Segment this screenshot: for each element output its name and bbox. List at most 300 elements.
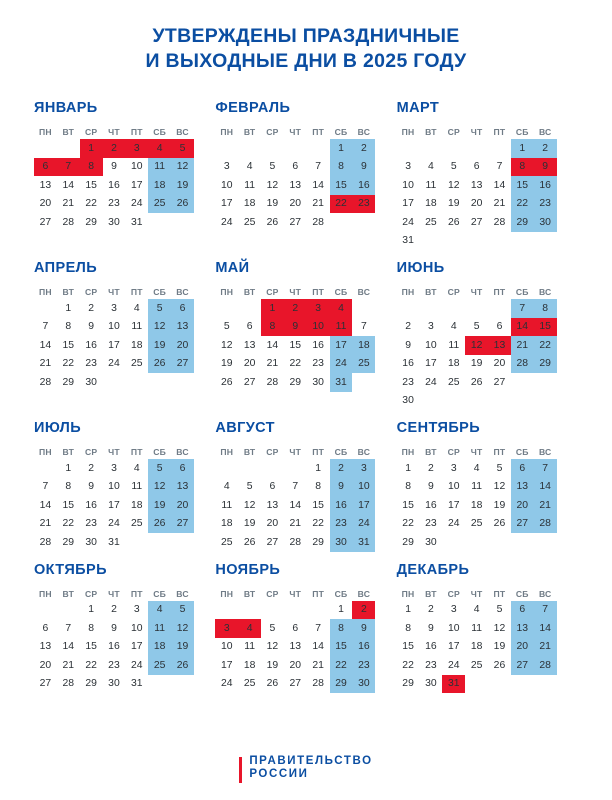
day-cell[interactable]: 30 xyxy=(108,216,120,228)
day-cell[interactable]: 21 xyxy=(62,659,75,671)
day-cell[interactable]: 4 xyxy=(148,139,171,158)
day-cell[interactable]: 20 xyxy=(511,496,534,515)
day-cell[interactable]: 8 xyxy=(261,318,284,337)
day-cell[interactable]: 12 xyxy=(447,179,460,191)
day-cell[interactable]: 10 xyxy=(352,478,375,497)
day-cell[interactable]: 6 xyxy=(292,161,299,173)
day-cell[interactable]: 16 xyxy=(402,358,414,370)
day-cell[interactable]: 15 xyxy=(402,499,414,511)
day-cell[interactable]: 21 xyxy=(62,198,75,210)
day-cell[interactable]: 14 xyxy=(39,339,52,351)
day-cell[interactable]: 12 xyxy=(220,339,233,351)
day-cell[interactable]: 20 xyxy=(511,638,534,657)
day-cell[interactable]: 13 xyxy=(39,179,52,191)
day-cell[interactable]: 9 xyxy=(534,158,557,177)
day-cell[interactable]: 2 xyxy=(88,302,94,314)
day-cell[interactable]: 12 xyxy=(148,318,171,337)
day-cell[interactable]: 8 xyxy=(534,299,557,318)
day-cell[interactable]: 2 xyxy=(103,139,126,158)
day-cell[interactable]: 19 xyxy=(171,176,194,195)
day-cell[interactable]: 9 xyxy=(428,481,434,493)
day-cell[interactable]: 31 xyxy=(330,373,353,392)
day-cell[interactable]: 24 xyxy=(108,358,120,370)
day-cell[interactable]: 15 xyxy=(330,638,353,657)
day-cell[interactable]: 1 xyxy=(405,604,411,616)
day-cell[interactable]: 2 xyxy=(352,601,375,620)
day-cell[interactable]: 21 xyxy=(39,358,52,370)
day-cell[interactable]: 24 xyxy=(220,216,233,228)
day-cell[interactable]: 2 xyxy=(330,459,353,478)
day-cell[interactable]: 25 xyxy=(470,659,483,671)
day-cell[interactable]: 21 xyxy=(493,198,506,210)
day-cell[interactable]: 4 xyxy=(223,481,230,493)
day-cell[interactable]: 14 xyxy=(534,478,557,497)
day-cell[interactable]: 22 xyxy=(85,198,97,210)
day-cell[interactable]: 11 xyxy=(244,179,255,191)
day-cell[interactable]: 23 xyxy=(534,195,557,214)
day-cell[interactable]: 9 xyxy=(111,622,117,634)
day-cell[interactable]: 18 xyxy=(425,198,437,210)
day-cell[interactable]: 20 xyxy=(289,198,302,210)
day-cell[interactable]: 17 xyxy=(131,641,143,653)
day-cell[interactable]: 28 xyxy=(62,678,75,690)
day-cell[interactable]: 5 xyxy=(148,459,171,478)
day-cell[interactable]: 14 xyxy=(493,179,506,191)
day-cell[interactable]: 16 xyxy=(85,499,97,511)
day-cell[interactable]: 15 xyxy=(534,318,557,337)
day-cell[interactable]: 22 xyxy=(312,518,324,530)
day-cell[interactable]: 30 xyxy=(85,536,97,548)
day-cell[interactable]: 8 xyxy=(405,481,411,493)
day-cell[interactable]: 20 xyxy=(493,358,506,370)
day-cell[interactable]: 6 xyxy=(292,622,299,634)
day-cell[interactable]: 19 xyxy=(171,638,194,657)
day-cell[interactable]: 4 xyxy=(148,601,171,620)
day-cell[interactable]: 16 xyxy=(312,339,324,351)
day-cell[interactable]: 27 xyxy=(511,515,534,534)
day-cell[interactable]: 26 xyxy=(220,376,233,388)
day-cell[interactable]: 27 xyxy=(39,678,52,690)
day-cell[interactable]: 13 xyxy=(511,619,534,638)
day-cell[interactable]: 17 xyxy=(108,499,120,511)
day-cell[interactable]: 28 xyxy=(534,515,557,534)
day-cell[interactable]: 17 xyxy=(425,358,437,370)
day-cell[interactable]: 3 xyxy=(352,459,375,478)
day-cell[interactable]: 6 xyxy=(496,321,503,333)
day-cell[interactable]: 3 xyxy=(450,604,457,616)
day-cell[interactable]: 10 xyxy=(220,641,233,653)
day-cell[interactable]: 21 xyxy=(39,518,52,530)
day-cell[interactable]: 5 xyxy=(171,139,194,158)
day-cell[interactable]: 7 xyxy=(534,601,557,620)
day-cell[interactable]: 4 xyxy=(428,161,434,173)
day-cell[interactable]: 24 xyxy=(425,376,437,388)
day-cell[interactable]: 28 xyxy=(534,656,557,675)
day-cell[interactable]: 9 xyxy=(88,481,94,493)
day-cell[interactable]: 5 xyxy=(496,604,503,616)
day-cell[interactable]: 23 xyxy=(352,195,375,214)
day-cell[interactable]: 17 xyxy=(447,641,460,653)
day-cell[interactable]: 3 xyxy=(111,302,117,314)
day-cell[interactable]: 18 xyxy=(220,518,233,530)
day-cell[interactable]: 15 xyxy=(511,176,534,195)
day-cell[interactable]: 11 xyxy=(425,179,437,191)
day-cell[interactable]: 2 xyxy=(428,604,434,616)
day-cell[interactable]: 1 xyxy=(405,462,411,474)
day-cell[interactable]: 16 xyxy=(108,179,120,191)
day-cell[interactable]: 4 xyxy=(133,462,140,474)
day-cell[interactable]: 9 xyxy=(405,339,411,351)
day-cell[interactable]: 17 xyxy=(352,496,375,515)
day-cell[interactable]: 27 xyxy=(171,515,194,534)
day-cell[interactable]: 28 xyxy=(266,376,279,388)
day-cell[interactable]: 19 xyxy=(266,198,279,210)
day-cell[interactable]: 9 xyxy=(330,478,353,497)
day-cell[interactable]: 1 xyxy=(511,139,534,158)
day-cell[interactable]: 11 xyxy=(131,481,143,493)
day-cell[interactable]: 22 xyxy=(330,195,353,214)
day-cell[interactable]: 23 xyxy=(425,518,437,530)
day-cell[interactable]: 22 xyxy=(330,656,353,675)
day-cell[interactable]: 26 xyxy=(266,678,279,690)
day-cell[interactable]: 2 xyxy=(88,462,94,474)
day-cell[interactable]: 3 xyxy=(405,161,411,173)
day-cell[interactable]: 2 xyxy=(284,299,307,318)
day-cell[interactable]: 25 xyxy=(220,536,233,548)
day-cell[interactable]: 1 xyxy=(65,302,72,314)
day-cell[interactable]: 18 xyxy=(352,336,375,355)
day-cell[interactable]: 23 xyxy=(312,358,324,370)
day-cell[interactable]: 4 xyxy=(238,619,261,638)
day-cell[interactable]: 31 xyxy=(131,216,143,228)
day-cell[interactable]: 14 xyxy=(534,619,557,638)
day-cell[interactable]: 28 xyxy=(289,536,302,548)
day-cell[interactable]: 29 xyxy=(85,216,97,228)
day-cell[interactable]: 13 xyxy=(488,336,511,355)
day-cell[interactable]: 22 xyxy=(534,336,557,355)
day-cell[interactable]: 15 xyxy=(62,499,75,511)
day-cell[interactable]: 18 xyxy=(470,499,483,511)
day-cell[interactable]: 11 xyxy=(330,318,353,337)
day-cell[interactable]: 30 xyxy=(402,395,414,407)
day-cell[interactable]: 28 xyxy=(493,216,506,228)
day-cell[interactable]: 30 xyxy=(108,678,120,690)
day-cell[interactable]: 3 xyxy=(223,161,230,173)
day-cell[interactable]: 22 xyxy=(402,659,414,671)
day-cell[interactable]: 29 xyxy=(330,675,353,694)
day-cell[interactable]: 17 xyxy=(402,198,414,210)
day-cell[interactable]: 7 xyxy=(292,481,299,493)
day-cell[interactable]: 6 xyxy=(42,622,49,634)
day-cell[interactable]: 16 xyxy=(352,638,375,657)
day-cell[interactable]: 10 xyxy=(307,318,330,337)
day-cell[interactable]: 21 xyxy=(534,638,557,657)
day-cell[interactable]: 19 xyxy=(266,659,279,671)
day-cell[interactable]: 3 xyxy=(450,462,457,474)
day-cell[interactable]: 23 xyxy=(108,659,120,671)
day-cell[interactable]: 6 xyxy=(34,158,57,177)
day-cell[interactable]: 1 xyxy=(330,139,353,158)
day-cell[interactable]: 5 xyxy=(496,462,503,474)
day-cell[interactable]: 22 xyxy=(289,358,302,370)
day-cell[interactable]: 5 xyxy=(269,161,276,173)
day-cell[interactable]: 17 xyxy=(220,198,233,210)
day-cell[interactable]: 18 xyxy=(131,339,143,351)
day-cell[interactable]: 28 xyxy=(312,678,324,690)
day-cell[interactable]: 6 xyxy=(511,601,534,620)
day-cell[interactable]: 22 xyxy=(62,358,75,370)
day-cell[interactable]: 7 xyxy=(496,161,503,173)
day-cell[interactable]: 14 xyxy=(289,499,302,511)
day-cell[interactable]: 15 xyxy=(330,176,353,195)
day-cell[interactable]: 15 xyxy=(312,499,324,511)
day-cell[interactable]: 20 xyxy=(171,336,194,355)
day-cell[interactable]: 2 xyxy=(111,604,117,616)
day-cell[interactable]: 4 xyxy=(450,321,457,333)
day-cell[interactable]: 12 xyxy=(243,499,256,511)
day-cell[interactable]: 25 xyxy=(352,355,375,374)
day-cell[interactable]: 11 xyxy=(471,481,482,493)
day-cell[interactable]: 28 xyxy=(39,536,52,548)
day-cell[interactable]: 27 xyxy=(289,216,302,228)
day-cell[interactable]: 5 xyxy=(269,622,276,634)
day-cell[interactable]: 11 xyxy=(221,499,233,511)
day-cell[interactable]: 15 xyxy=(85,641,97,653)
day-cell[interactable]: 23 xyxy=(330,515,353,534)
day-cell[interactable]: 17 xyxy=(131,179,143,191)
day-cell[interactable]: 25 xyxy=(131,518,143,530)
day-cell[interactable]: 8 xyxy=(65,481,72,493)
day-cell[interactable]: 20 xyxy=(39,659,52,671)
day-cell[interactable]: 9 xyxy=(284,318,307,337)
day-cell[interactable]: 12 xyxy=(266,641,279,653)
day-cell[interactable]: 28 xyxy=(62,216,75,228)
day-cell[interactable]: 6 xyxy=(171,299,194,318)
day-cell[interactable]: 10 xyxy=(447,622,460,634)
day-cell[interactable]: 28 xyxy=(39,376,52,388)
day-cell[interactable]: 29 xyxy=(289,376,302,388)
day-cell[interactable]: 23 xyxy=(85,518,97,530)
day-cell[interactable]: 29 xyxy=(534,355,557,374)
day-cell[interactable]: 8 xyxy=(80,158,103,177)
day-cell[interactable]: 13 xyxy=(289,641,302,653)
day-cell[interactable]: 29 xyxy=(312,536,324,548)
day-cell[interactable]: 16 xyxy=(425,641,437,653)
day-cell[interactable]: 20 xyxy=(243,358,256,370)
day-cell[interactable]: 7 xyxy=(42,321,49,333)
day-cell[interactable]: 12 xyxy=(266,179,279,191)
day-cell[interactable]: 8 xyxy=(65,321,72,333)
day-cell[interactable]: 26 xyxy=(447,216,460,228)
day-cell[interactable]: 11 xyxy=(471,622,482,634)
day-cell[interactable]: 18 xyxy=(148,176,171,195)
day-cell[interactable]: 27 xyxy=(39,216,52,228)
day-cell[interactable]: 13 xyxy=(171,318,194,337)
day-cell[interactable]: 26 xyxy=(493,518,506,530)
day-cell[interactable]: 10 xyxy=(425,339,437,351)
day-cell[interactable]: 19 xyxy=(148,496,171,515)
day-cell[interactable]: 23 xyxy=(85,358,97,370)
day-cell[interactable]: 11 xyxy=(148,158,171,177)
day-cell[interactable]: 29 xyxy=(402,678,414,690)
day-cell[interactable]: 30 xyxy=(425,678,437,690)
day-cell[interactable]: 10 xyxy=(131,161,143,173)
day-cell[interactable]: 9 xyxy=(428,622,434,634)
day-cell[interactable]: 21 xyxy=(289,518,302,530)
day-cell[interactable]: 12 xyxy=(493,622,506,634)
day-cell[interactable]: 19 xyxy=(148,336,171,355)
day-cell[interactable]: 29 xyxy=(62,376,75,388)
day-cell[interactable]: 27 xyxy=(470,216,483,228)
day-cell[interactable]: 5 xyxy=(473,321,480,333)
day-cell[interactable]: 21 xyxy=(534,496,557,515)
day-cell[interactable]: 11 xyxy=(244,641,255,653)
day-cell[interactable]: 22 xyxy=(511,195,534,214)
day-cell[interactable]: 5 xyxy=(450,161,457,173)
day-cell[interactable]: 4 xyxy=(330,299,353,318)
day-cell[interactable]: 9 xyxy=(111,161,117,173)
day-cell[interactable]: 3 xyxy=(125,139,148,158)
day-cell[interactable]: 19 xyxy=(493,641,506,653)
day-cell[interactable]: 24 xyxy=(330,355,353,374)
day-cell[interactable]: 19 xyxy=(493,499,506,511)
day-cell[interactable]: 7 xyxy=(57,158,80,177)
day-cell[interactable]: 27 xyxy=(243,376,256,388)
day-cell[interactable]: 1 xyxy=(315,462,322,474)
day-cell[interactable]: 26 xyxy=(470,376,483,388)
day-cell[interactable]: 14 xyxy=(312,179,324,191)
day-cell[interactable]: 2 xyxy=(428,462,434,474)
day-cell[interactable]: 30 xyxy=(330,533,353,552)
day-cell[interactable]: 24 xyxy=(131,659,143,671)
day-cell[interactable]: 11 xyxy=(148,619,171,638)
day-cell[interactable]: 18 xyxy=(243,198,256,210)
day-cell[interactable]: 29 xyxy=(85,678,97,690)
day-cell[interactable]: 5 xyxy=(246,481,253,493)
day-cell[interactable]: 27 xyxy=(493,376,506,388)
day-cell[interactable]: 15 xyxy=(402,641,414,653)
day-cell[interactable]: 13 xyxy=(470,179,483,191)
day-cell[interactable]: 14 xyxy=(266,339,279,351)
day-cell[interactable]: 24 xyxy=(447,518,460,530)
day-cell[interactable]: 25 xyxy=(243,216,256,228)
day-cell[interactable]: 18 xyxy=(131,499,143,511)
day-cell[interactable]: 17 xyxy=(108,339,120,351)
day-cell[interactable]: 16 xyxy=(352,176,375,195)
day-cell[interactable]: 26 xyxy=(171,195,194,214)
day-cell[interactable]: 28 xyxy=(312,216,324,228)
day-cell[interactable]: 26 xyxy=(148,515,171,534)
day-cell[interactable]: 21 xyxy=(511,336,534,355)
day-cell[interactable]: 7 xyxy=(315,622,322,634)
day-cell[interactable]: 1 xyxy=(261,299,284,318)
day-cell[interactable]: 3 xyxy=(307,299,330,318)
day-cell[interactable]: 4 xyxy=(133,302,140,314)
day-cell[interactable]: 29 xyxy=(62,536,75,548)
day-cell[interactable]: 7 xyxy=(315,161,322,173)
day-cell[interactable]: 25 xyxy=(148,656,171,675)
day-cell[interactable]: 10 xyxy=(447,481,460,493)
day-cell[interactable]: 20 xyxy=(39,198,52,210)
day-cell[interactable]: 15 xyxy=(85,179,97,191)
day-cell[interactable]: 11 xyxy=(131,321,143,333)
day-cell[interactable]: 19 xyxy=(243,518,256,530)
day-cell[interactable]: 2 xyxy=(534,139,557,158)
day-cell[interactable]: 19 xyxy=(470,358,483,370)
day-cell[interactable]: 27 xyxy=(266,536,279,548)
day-cell[interactable]: 31 xyxy=(352,533,375,552)
day-cell[interactable]: 20 xyxy=(470,198,483,210)
day-cell[interactable]: 21 xyxy=(312,659,324,671)
day-cell[interactable]: 12 xyxy=(148,478,171,497)
day-cell[interactable]: 20 xyxy=(171,496,194,515)
day-cell[interactable]: 13 xyxy=(511,478,534,497)
day-cell[interactable]: 30 xyxy=(312,376,324,388)
day-cell[interactable]: 30 xyxy=(85,376,97,388)
day-cell[interactable]: 24 xyxy=(108,518,120,530)
day-cell[interactable]: 12 xyxy=(493,481,506,493)
day-cell[interactable]: 14 xyxy=(62,641,75,653)
day-cell[interactable]: 31 xyxy=(442,675,465,694)
day-cell[interactable]: 11 xyxy=(448,339,460,351)
day-cell[interactable]: 6 xyxy=(269,481,276,493)
day-cell[interactable]: 13 xyxy=(171,478,194,497)
day-cell[interactable]: 3 xyxy=(215,619,238,638)
day-cell[interactable]: 8 xyxy=(330,158,353,177)
day-cell[interactable]: 5 xyxy=(148,299,171,318)
day-cell[interactable]: 25 xyxy=(470,518,483,530)
day-cell[interactable]: 18 xyxy=(148,638,171,657)
day-cell[interactable]: 26 xyxy=(148,355,171,374)
day-cell[interactable]: 23 xyxy=(402,376,414,388)
day-cell[interactable]: 25 xyxy=(243,678,256,690)
day-cell[interactable]: 15 xyxy=(289,339,302,351)
day-cell[interactable]: 16 xyxy=(425,499,437,511)
day-cell[interactable]: 14 xyxy=(62,179,75,191)
day-cell[interactable]: 13 xyxy=(243,339,256,351)
day-cell[interactable]: 8 xyxy=(88,622,94,634)
day-cell[interactable]: 14 xyxy=(312,641,324,653)
day-cell[interactable]: 18 xyxy=(447,358,460,370)
day-cell[interactable]: 17 xyxy=(447,499,460,511)
day-cell[interactable]: 6 xyxy=(473,161,480,173)
day-cell[interactable]: 14 xyxy=(39,499,52,511)
day-cell[interactable]: 27 xyxy=(511,656,534,675)
day-cell[interactable]: 25 xyxy=(425,216,437,228)
day-cell[interactable]: 1 xyxy=(88,604,94,616)
day-cell[interactable]: 2 xyxy=(405,321,411,333)
day-cell[interactable]: 13 xyxy=(266,499,279,511)
day-cell[interactable]: 10 xyxy=(108,481,120,493)
day-cell[interactable]: 28 xyxy=(511,355,534,374)
day-cell[interactable]: 26 xyxy=(243,536,256,548)
day-cell[interactable]: 21 xyxy=(312,198,324,210)
day-cell[interactable]: 7 xyxy=(65,622,72,634)
day-cell[interactable]: 13 xyxy=(39,641,52,653)
day-cell[interactable]: 20 xyxy=(266,518,279,530)
day-cell[interactable]: 22 xyxy=(402,518,414,530)
day-cell[interactable]: 25 xyxy=(148,195,171,214)
day-cell[interactable]: 12 xyxy=(171,619,194,638)
day-cell[interactable]: 30 xyxy=(425,536,437,548)
day-cell[interactable]: 1 xyxy=(80,139,103,158)
day-cell[interactable]: 23 xyxy=(425,659,437,671)
day-cell[interactable]: 17 xyxy=(330,336,353,355)
day-cell[interactable]: 24 xyxy=(220,678,233,690)
day-cell[interactable]: 3 xyxy=(133,604,140,616)
day-cell[interactable]: 3 xyxy=(428,321,434,333)
day-cell[interactable]: 12 xyxy=(171,158,194,177)
